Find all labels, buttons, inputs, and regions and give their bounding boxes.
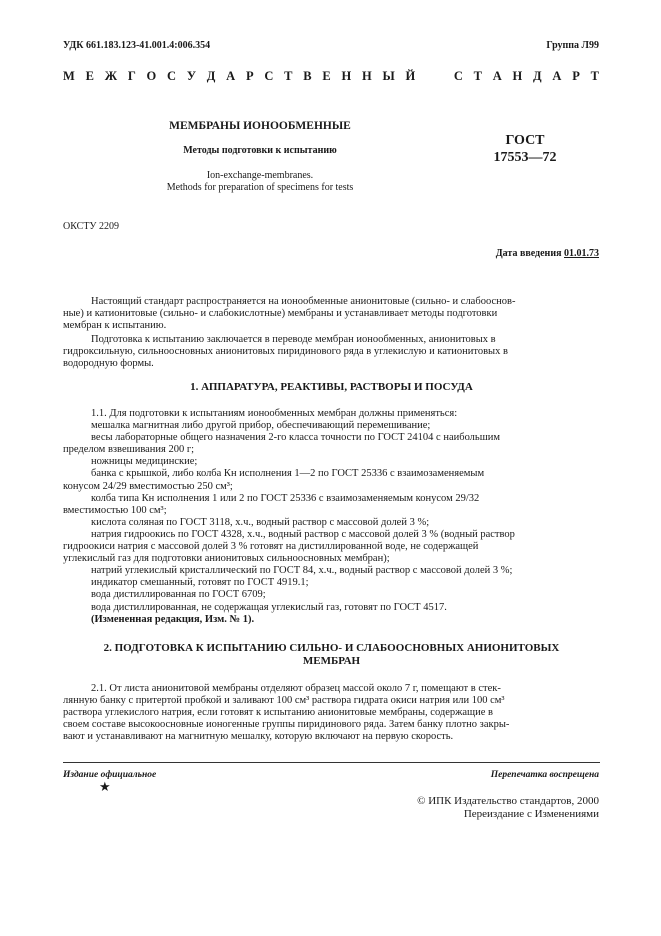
text-line: ножницы медицинские; — [91, 456, 198, 468]
text-line: гидроксильную, сильноосновных анионитовых пиридинового ряда в углекислую и катионитовых в — [63, 346, 508, 358]
introduction-date-label: Дата введения — [495, 248, 564, 259]
official-edition-label: Издание официальное — [63, 770, 157, 780]
group-code: Группа Л99 — [546, 40, 599, 51]
banner-letter: Т — [284, 69, 293, 83]
text-line: лянную банку с притертой пробкой и заливают 100 см³ раствора гидрата окиси натрия или 100 см³ — [63, 695, 505, 707]
text-line: индикатор смешанный, готовят по ГОСТ 4919.1; — [91, 577, 309, 589]
star-icon: ★ — [99, 779, 111, 794]
gost-number: 17553—72 — [493, 150, 557, 165]
text-line: вода дистиллированная, не содержащая углекислый газ, готовят по ГОСТ 4517. — [91, 601, 447, 613]
banner-letter: Р — [245, 69, 254, 83]
banner-letter: А — [226, 69, 236, 83]
preamble-paragraph-1 — [63, 296, 600, 332]
banner-letter: А — [552, 69, 562, 83]
preamble-paragraph-2 — [63, 334, 600, 370]
banner-letter: У — [186, 69, 197, 83]
banner-letter: Ы — [382, 69, 395, 83]
text-line: банка с крышкой, либо колба Кн исполнения 1—2 по ГОСТ 25336 с взаимозаменяемым — [91, 468, 485, 480]
banner-letter: Т — [473, 69, 482, 83]
udc-code: УДК 661.183.123-41.001.4:006.354 — [63, 40, 211, 51]
text-line: мембран к испытанию. — [63, 320, 167, 332]
banner-letter — [426, 69, 429, 84]
banner-letter: Г — [127, 69, 136, 83]
section-1-heading: 1. АППАРАТУРА, РЕАКТИВЫ, РАСТВОРЫ И ПОСУДА — [190, 381, 473, 393]
banner-letter: Н — [341, 69, 352, 83]
banner-letter: Н — [362, 69, 372, 83]
text-line: вают и устанавливают на магнитную мешалку, которую включают на первую скорость. — [63, 731, 454, 743]
banner-letter: Ж — [104, 69, 118, 83]
banner-letter — [440, 69, 443, 84]
text-line: ные) и катионитовые (сильно- и слабокислотные) мембраны и устанавливает методы подготовки — [63, 308, 498, 320]
text-line: вода дистиллированная по ГОСТ 6709; — [91, 589, 266, 601]
text-line: гидроокиси натрия с массовой долей 3 % готовят на дистиллированной воде, не содержащей — [63, 541, 479, 553]
banner-letter: Е — [85, 69, 94, 83]
footer-divider — [63, 762, 600, 763]
banner-letter: Й — [405, 69, 416, 83]
english-title-line-2: Methods for preparation of specimens for tests — [166, 182, 354, 193]
reprint-prohibited-label: Перепечатка воспрещена — [490, 770, 599, 780]
text-line: своем составе высокоосновные ионогенные группы пиридинового ряда. Затем банку плотно закры- — [63, 719, 510, 731]
banner-letter: С — [264, 69, 274, 83]
text-line: пределом взвешивания 200 г; — [63, 444, 195, 456]
document-subtitle: Методы подготовки к испытанию — [183, 145, 337, 156]
banner-letter: Т — [590, 69, 599, 83]
text-line: Подготовка к испытанию заключается в переводе мембран ионообменных, анионитовых в — [91, 334, 496, 345]
text-line: вместимостью 100 см³; — [63, 504, 167, 516]
copyright-notice: © ИПК Издательство стандартов, 2000 — [417, 795, 599, 807]
section-2-heading-line-1: 2. ПОДГОТОВКА К ИСПЫТАНИЮ СИЛЬНО- И СЛАБООСНОВНЫХ АНИОНИТОВЫХ — [103, 642, 560, 654]
gost-label: ГОСТ — [505, 133, 545, 148]
text-line: Настоящий стандарт распространяется на ионообменные анионитовые (сильно- и слабооснов- — [91, 296, 516, 307]
banner-letter: А — [492, 69, 502, 83]
banner-letter: Д — [206, 69, 216, 83]
banner-letter: Е — [322, 69, 331, 83]
text-line: раствора углекислого натрия, если готовят к испытанию анионитовые мембраны, содержащие в — [63, 707, 494, 719]
revision-note: (Измененная редакция, Изм. № 1). — [91, 613, 255, 625]
banner-letter: С — [453, 69, 463, 83]
text-line: весы лабораторные общего назначения 2-го класса точности по ГОСТ 24104 с наибольшим — [91, 432, 501, 444]
section-1-body — [63, 408, 600, 626]
introduction-date-value: 01.01.73 — [564, 248, 599, 259]
text-line: водородную формы. — [63, 358, 154, 370]
okstu-code: ОКСТУ 2209 — [63, 221, 120, 232]
banner-letter: Р — [572, 69, 580, 83]
banner-letter: С — [167, 69, 177, 83]
text-line: кислота соляная по ГОСТ 3118, х.ч., водный раствор с массовой долей 3 %; — [91, 516, 430, 528]
text-line: мешалка магнитная либо другой прибор, обеспечивающий перемешивание; — [91, 420, 431, 432]
document-title: МЕМБРАНЫ ИОНООБМЕННЫЕ — [169, 120, 351, 132]
section-2-heading-line-2: МЕМБРАН — [302, 655, 361, 667]
introduction-date — [496, 248, 599, 259]
banner-letter: О — [146, 69, 157, 83]
text-line: углекислый газ для подготовки анионитовых сильноосновных мембран); — [63, 553, 390, 565]
english-title-line-1: Ion-exchange-membranes. — [206, 170, 314, 181]
banner-letter: В — [303, 69, 312, 83]
text-line: натрий углекислый кристаллический по ГОСТ 84, х.ч., водный раствор с массовой долей 3 %; — [91, 565, 513, 577]
text-line: 1.1. Для подготовки к испытаниям ионообменных мембран должны применяться: — [91, 408, 458, 419]
text-line: колба типа Кн исполнения 1 или 2 по ГОСТ 25336 с взаимозаменяемым конусом 29/32 — [91, 492, 480, 504]
text-line: натрия гидроокись по ГОСТ 4328, х.ч., водный раствор с массовой долей 3 % (водный раствор — [91, 528, 515, 540]
banner-letter: Н — [512, 69, 523, 83]
text-line: 2.1. От листа анионитовой мембраны отделяют образец массой около 7 г, помещают в стек- — [91, 683, 501, 694]
interstate-standard-banner — [63, 69, 599, 84]
banner-letter: Д — [533, 69, 542, 83]
section-2-body — [63, 683, 600, 743]
banner-letter: М — [63, 69, 75, 83]
text-line: конусом 24/29 вместимостью 250 см³; — [63, 480, 233, 492]
reissue-notice: Переиздание с Изменениями — [463, 808, 599, 820]
